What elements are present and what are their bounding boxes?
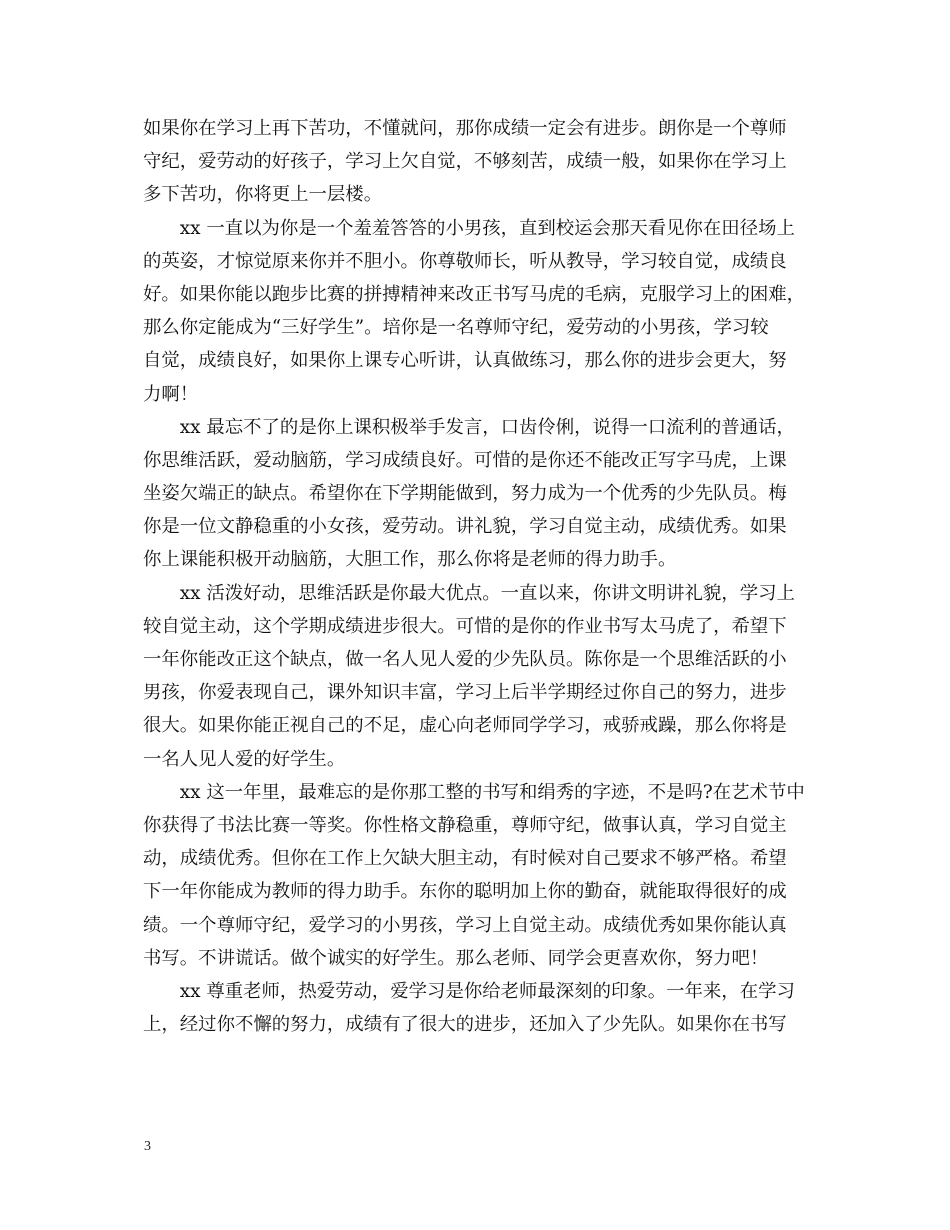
paragraph-5 <box>143 776 808 975</box>
text-line: 很大。如果你能正视自己的不足，虚心向老师同学学习，戒骄戒躁，那么你将是 <box>143 715 787 737</box>
paragraph-1 <box>143 112 808 212</box>
text-line: 你思维活跃，爱动脑筋，学习成绩良好。可惜的是你还不能改正写字马虎，上课 <box>143 449 787 471</box>
text-line: 的英姿，才惊觉原来你并不胆小。你尊敬师长，听从教导，学习较自觉，成绩良 <box>143 250 787 272</box>
text-line: 一名人见人爱的好学生。 <box>143 748 346 770</box>
text-line: xx 尊重老师，热爱劳动，爱学习是你给老师最深刻的印象。一年来，在学习 <box>143 980 795 1002</box>
text-line: 你是一位文静稳重的小女孩，爱劳动。讲礼貌，学习自觉主动，成绩优秀。如果 <box>143 516 787 538</box>
text-line: xx 最忘不了的是你上课积极举手发言，口齿伶俐，说得一口流利的普通话， <box>143 416 795 438</box>
text-line: 男孩，你爱表现自己，课外知识丰富，学习上后半学期经过你自己的努力，进步 <box>143 682 787 704</box>
text-line: xx 活泼好动，思维活跃是你最大优点。一直以来，你讲文明讲礼貌，学习上 <box>143 582 795 604</box>
text-line: 那么你定能成为“三好学生”。培你是一名尊师守纪，爱劳动的小男孩，学习较 <box>143 317 769 339</box>
paragraph-4 <box>143 577 808 776</box>
document-body <box>143 112 808 1041</box>
text-line: xx 一直以为你是一个羞羞答答的小男孩，直到校运会那天看见你在田径场上 <box>143 217 795 239</box>
text-line: 好。如果你能以跑步比赛的拼搏精神来改正书写马虎的毛病，克服学习上的困难， <box>143 283 806 305</box>
paragraph-6 <box>143 975 808 1041</box>
page-number: 3 <box>144 1139 151 1154</box>
text-line: 动，成绩优秀。但你在工作上欠缺大胆主动，有时候对自己要求不够严格。希望 <box>143 848 787 870</box>
text-line: 坐姿欠端正的缺点。希望你在下学期能做到，努力成为一个优秀的少先队员。梅 <box>143 483 787 505</box>
text-line: 守纪，爱劳动的好孩子，学习上欠自觉，不够刻苦，成绩一般，如果你在学习上 <box>143 151 787 173</box>
text-line: 一年你能改正这个缺点，做一名人见人爱的少先队员。陈你是一个思维活跃的小 <box>143 649 787 670</box>
text-line: 自觉，成绩良好，如果你上课专心听讲，认真做练习，那么你的进步会更大，努 <box>143 350 787 372</box>
text-line: 绩。一个尊师守纪，爱学习的小男孩，学习上自觉主动。成绩优秀如果你能认真 <box>143 914 787 936</box>
text-line: xx 这一年里，最难忘的是你那工整的书写和绢秀的字迹，不是吗?在艺术节中 <box>143 781 805 803</box>
text-line: 书写。不讲谎话。做个诚实的好学生。那么老师、同学会更喜欢你，努力吧！ <box>143 947 769 969</box>
text-line: 你获得了书法比赛一等奖。你性格文静稳重，尊师守纪，做事认真，学习自觉主 <box>143 814 787 836</box>
text-line: 上，经过你不懈的努力，成绩有了很大的进步，还加入了少先队。如果你在书写 <box>143 1014 787 1036</box>
text-line: 力啊！ <box>143 383 199 405</box>
paragraph-2 <box>143 212 808 411</box>
text-line: 如果你在学习上再下苦功，不懂就问，那你成绩一定会有进步。朗你是一个尊师 <box>143 118 787 139</box>
paragraph-3 <box>143 411 808 577</box>
text-line: 下一年你能成为教师的得力助手。东你的聪明加上你的勤奋，就能取得很好的成 <box>143 881 787 903</box>
text-line: 多下苦功，你将更上一层楼。 <box>143 184 383 206</box>
text-line: 较自觉主动，这个学期成绩进步很大。可惜的是你的作业书写太马虎了，希望下 <box>143 615 787 637</box>
text-line: 你上课能积极开动脑筋，大胆工作，那么你将是老师的得力助手。 <box>143 549 677 571</box>
